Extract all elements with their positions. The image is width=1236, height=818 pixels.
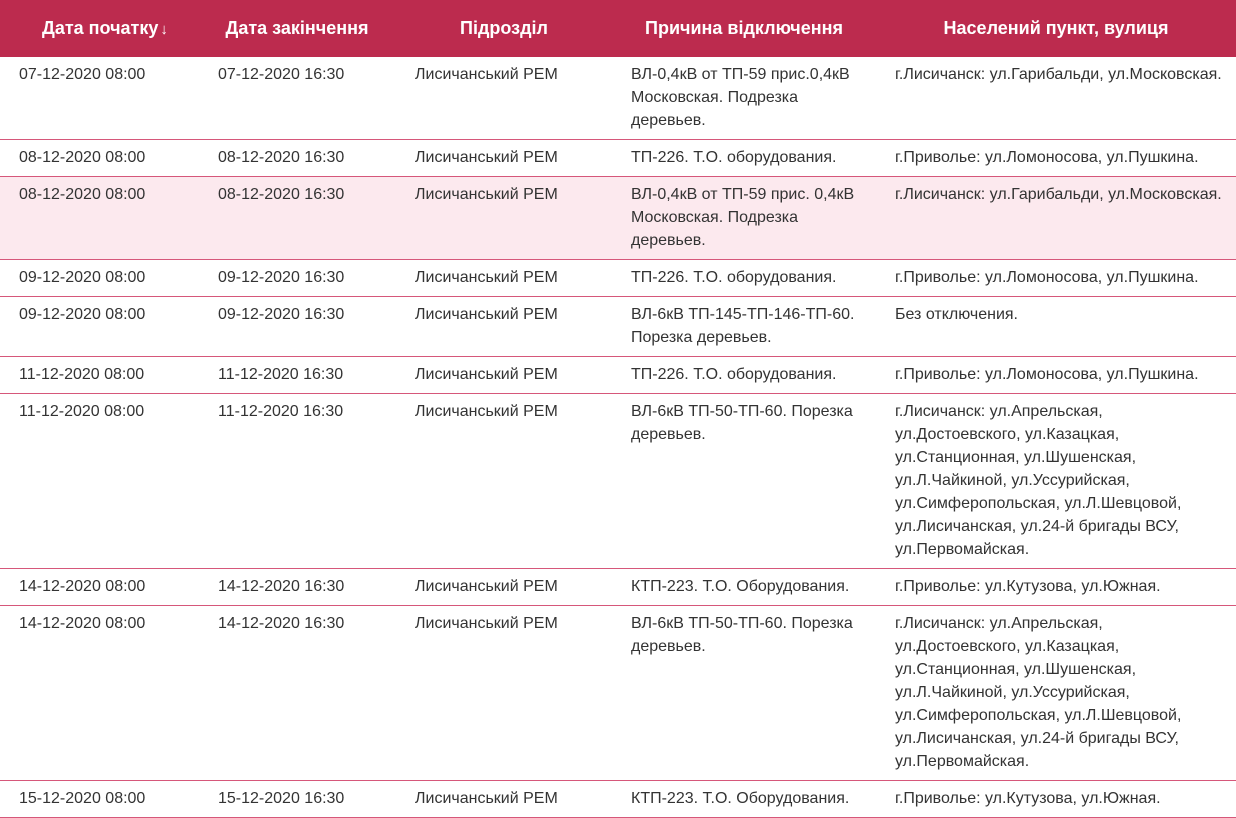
location-cell: г.Лисичанск: ул.Апрельская, ул.Достоевского, ул.Казацкая, ул.Станционная, ул.Шушенская, ул.Л.Чайкиной, ул.Уссурийская, ул.Симферопольская, ул.Л.Шевцовой, ул.Лисичанская, ул.24-й бригады ВСУ, ул.Первомайская. (876, 606, 1236, 781)
location-cell: г.Приволье: ул.Ломоносова, ул.Пушкина. (876, 260, 1236, 297)
location-cell: г.Приволье: ул.Ломоносова, ул.Пушкина. (876, 140, 1236, 177)
department-cell: Лисичанський РЕМ (396, 357, 612, 394)
location-cell: г.Лисичанск: ул.Гарибальди, ул.Московская. (876, 177, 1236, 260)
department-cell: Лисичанський РЕМ (396, 606, 612, 781)
table-row (0, 606, 1236, 781)
start-date-cell: 15-12-2020 08:00 (0, 781, 198, 818)
department-cell: Лисичанський РЕМ (396, 297, 612, 357)
end-date-cell: 08-12-2020 16:30 (198, 177, 396, 260)
start-date-cell: 11-12-2020 08:00 (0, 357, 198, 394)
reason-cell: ВЛ-0,4кВ от ТП-59 прис.0,4кВ Московская. Подрезка деревьев. (612, 57, 876, 140)
reason-cell: ВЛ-6кВ ТП-50-ТП-60. Порезка деревьев. (612, 394, 876, 569)
end-date-cell: 07-12-2020 16:30 (198, 57, 396, 140)
location-cell: г.Лисичанск: ул.Гарибальди, ул.Московская. (876, 57, 1236, 140)
start-date-cell: 08-12-2020 08:00 (0, 140, 198, 177)
department-cell: Лисичанський РЕМ (396, 57, 612, 140)
department-cell: Лисичанський РЕМ (396, 569, 612, 606)
table-row (0, 569, 1236, 606)
start-date-cell: 09-12-2020 08:00 (0, 297, 198, 357)
reason-cell: КТП-223. Т.О. Оборудования. (612, 569, 876, 606)
start-date-cell: 14-12-2020 08:00 (0, 569, 198, 606)
location-cell: г.Приволье: ул.Ломоносова, ул.Пушкина. (876, 357, 1236, 394)
end-date-cell: 11-12-2020 16:30 (198, 394, 396, 569)
table-row (0, 781, 1236, 818)
end-date-cell: 15-12-2020 16:30 (198, 781, 396, 818)
start-date-cell: 08-12-2020 08:00 (0, 177, 198, 260)
end-date-cell: 14-12-2020 16:30 (198, 569, 396, 606)
column-header-end-date[interactable]: Дата закінчення (198, 0, 396, 57)
start-date-cell: 07-12-2020 08:00 (0, 57, 198, 140)
start-date-cell: 11-12-2020 08:00 (0, 394, 198, 569)
end-date-cell: 08-12-2020 16:30 (198, 140, 396, 177)
start-date-cell: 14-12-2020 08:00 (0, 606, 198, 781)
reason-cell: ВЛ-6кВ ТП-145-ТП-146-ТП-60. Порезка деревьев. (612, 297, 876, 357)
location-cell: г.Лисичанск: ул.Апрельская, ул.Достоевского, ул.Казацкая, ул.Станционная, ул.Шушенская, ул.Л.Чайкиной, ул.Уссурийская, ул.Симферопольская, ул.Л.Шевцовой, ул.Лисичанская, ул.24-й бригады ВСУ, ул.Первомайская. (876, 394, 1236, 569)
table-row (0, 394, 1236, 569)
table-body (0, 57, 1236, 818)
table-row (0, 140, 1236, 177)
column-header-label: Дата початку (42, 18, 159, 38)
reason-cell: ТП-226. Т.О. оборудования. (612, 140, 876, 177)
start-date-cell: 09-12-2020 08:00 (0, 260, 198, 297)
location-cell: г.Приволье: ул.Кутузова, ул.Южная. (876, 781, 1236, 818)
end-date-cell: 09-12-2020 16:30 (198, 260, 396, 297)
reason-cell: КТП-223. Т.О. Оборудования. (612, 781, 876, 818)
sort-down-arrow-icon: ↓ (160, 21, 168, 38)
column-header-department[interactable]: Підрозділ (396, 0, 612, 57)
department-cell: Лисичанський РЕМ (396, 394, 612, 569)
table-row (0, 260, 1236, 297)
table-row (0, 297, 1236, 357)
end-date-cell: 09-12-2020 16:30 (198, 297, 396, 357)
table-row (0, 177, 1236, 260)
department-cell: Лисичанський РЕМ (396, 260, 612, 297)
department-cell: Лисичанський РЕМ (396, 781, 612, 818)
end-date-cell: 11-12-2020 16:30 (198, 357, 396, 394)
column-header-reason[interactable]: Причина відключення (612, 0, 876, 57)
end-date-cell: 14-12-2020 16:30 (198, 606, 396, 781)
department-cell: Лисичанський РЕМ (396, 177, 612, 260)
table-row (0, 357, 1236, 394)
department-cell: Лисичанський РЕМ (396, 140, 612, 177)
reason-cell: ТП-226. Т.О. оборудования. (612, 260, 876, 297)
table-row (0, 57, 1236, 140)
location-cell: г.Приволье: ул.Кутузова, ул.Южная. (876, 569, 1236, 606)
reason-cell: ВЛ-0,4кВ от ТП-59 прис. 0,4кВ Московская. Подрезка деревьев. (612, 177, 876, 260)
reason-cell: ВЛ-6кВ ТП-50-ТП-60. Порезка деревьев. (612, 606, 876, 781)
location-cell: Без отключения. (876, 297, 1236, 357)
header-row (0, 0, 1236, 57)
column-header-location[interactable]: Населений пункт, вулиця (876, 0, 1236, 57)
reason-cell: ТП-226. Т.О. оборудования. (612, 357, 876, 394)
column-header-start-date[interactable] (0, 0, 198, 57)
